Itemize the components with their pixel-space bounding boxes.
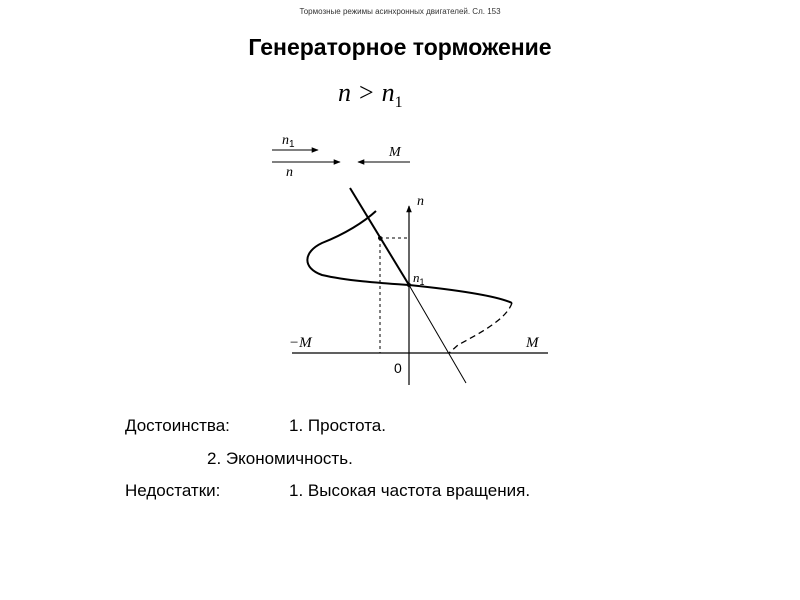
advantages-label: Достоинства: (125, 416, 230, 435)
advantage-item: 1. Простота. (289, 416, 386, 435)
formula-relation: > (359, 78, 374, 107)
operating-point-marker (378, 236, 382, 240)
working-line-thin (409, 285, 466, 383)
disadvantage-item: 1. Высокая частота вращения. (289, 481, 531, 500)
slide-header: Тормозные режимы асинхронных двигателей. Сл. 153 (299, 7, 501, 16)
characteristic-curve-dashed-part (449, 303, 512, 353)
advantages-row (125, 416, 230, 436)
advantage-item: 2. Экономичность. (207, 449, 353, 468)
formula-rhs: n (381, 78, 395, 107)
synchronous-speed-label: $n_1$ (413, 270, 425, 287)
origin-label: 0 (394, 360, 402, 376)
synchronous-point-marker (407, 283, 411, 287)
axis-label-negative-M: −M (289, 335, 312, 351)
axes (289, 194, 548, 385)
mechanical-characteristic-curve (307, 211, 512, 303)
arrow-label-M: M (389, 145, 401, 160)
slide-title: Генераторное торможение (248, 34, 552, 60)
disadvantages-label: Недостатки: (125, 481, 221, 500)
formula-lhs: n (338, 78, 351, 107)
axis-label-n: n (417, 194, 424, 209)
axis-label-M: M (526, 335, 539, 351)
operating-point-projections (378, 236, 411, 353)
arrow-label-n: n (286, 165, 293, 180)
arrow-label-n1: $n_1$ (282, 133, 295, 150)
direction-arrows (272, 133, 410, 180)
formula-rhs-subscript: 1 (394, 94, 403, 112)
